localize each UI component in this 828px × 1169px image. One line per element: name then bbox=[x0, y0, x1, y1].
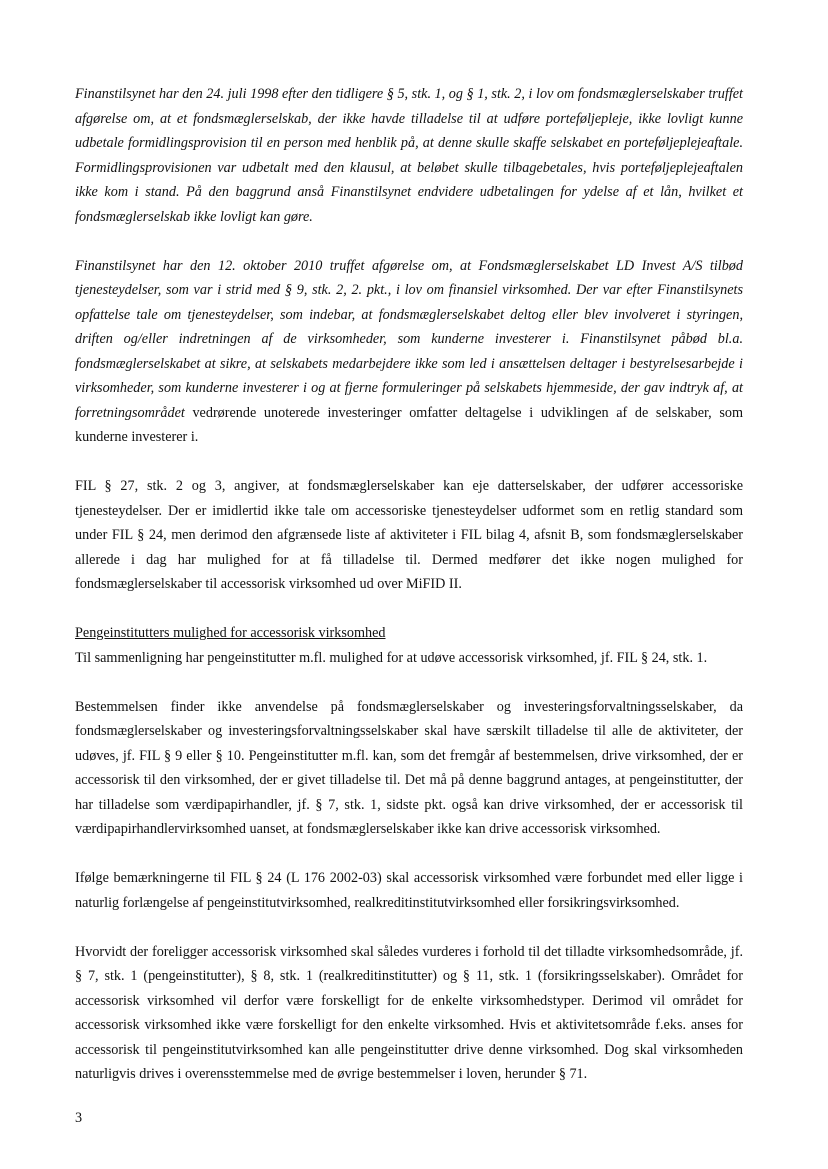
paragraph-bestemmelsen: Bestemmelsen finder ikke anvendelse på fondsmæglerselskaber og investeringsforvaltningsselskaber, da fondsmæglerselskaber og investeringsforvaltningsselskaber skal have særskilt tilladelse til alle de aktiviteter, der udøves, jf. FIL § 9 eller § 10. Pengeinstitutter m.fl. kan, som det fremgår af bestemmelsen, drive virksomhed, der er accessorisk til den virksomhed, der er givet tilladelse til. Det må på denne baggrund antages, at pengeinstitutter, der har tilladelse som værdipapirhandler, jf. § 7, stk. 1, sidste pkt. også kan drive virksomhed, der er accessorisk til værdipapirhandlervirksomhed uanset, at fondsmæglerselskaber ikke kan drive accessorisk virksomhed. bbox=[75, 698, 743, 837]
paragraph-decision-1998: Finanstilsynet har den 24. juli 1998 efter den tidligere § 5, stk. 1, og § 1, stk. 2, i lov om fondsmæglerselskaber truffet afgørelse om, at et fondsmæglerselskab, der ikke havde tilladelse til at udføre porteføljepleje, ikke lovligt kunne udbetale formidlingsprovision til en person med henblik på, at denne skulle skaffe selskabet en porteføljeplejeaftale. Formidlingsprovisionen var udbetalt med den klausul, at beløbet skulle tilbagebetales, hvis porteføljeplejeaftalen ikke kom i stand. På den baggrund anså Finanstilsynet endvidere udbetalingen for ydelse af et lån, hvilket et fondsmæglerselskab ikke lovligt kan gøre. bbox=[75, 86, 743, 225]
paragraph-vurdering: Hvorvidt der foreligger accessorisk virksomhed skal således vurderes i forhold til det tilladte virksomhedsområde, jf. § 7, stk. 1 (pengeinstitutter), § 8, stk. 1 (realkreditinstitutter) og § 11, stk. 1 (forsikringsselskaber). Området for accessorisk virksomhed vil derfor være forskelligt for de enkelte virksomhedstyper. Derimod vil området for accessorisk virksomhed ikke være forskelligt for den enkelte virksomhed. Hvis et aktivitetsområde f.eks. anses for accessorisk til pengeinstitutvirksomhed kan alle pengeinstitutter drive denne virksomhed. Dog skal virksomheden naturligvis drives i overensstemmelse med de øvrige bestemmelser i loven, herunder § 71. bbox=[75, 943, 743, 1082]
paragraph-comparison: Til sammenligning har pengeinstitutter m.fl. mulighed for at udøve accessorisk virksomhed, jf. FIL § 24, stk. 1. bbox=[75, 649, 708, 666]
paragraph-decision-2010-italic: Finanstilsynet har den 12. oktober 2010 truffet afgørelse om, at Fondsmæglerselskabet LD Invest A/S tilbød tjenesteydelser, som var i strid med § 9, stk. 2, 2. pkt., i lov om finansiel virksomhed. Der var efter Finanstilsynets opfattelse tale om tjenesteydelser, som indebar, at fondsmæglerselskabet deltog eller blev involveret i styringen, driften og/eller indretningen af de virksomheder, som kunderne investerer i. Finanstilsynet påbød bl.a. fondsmæglerselskabet at sikre, at selskabets medarbejdere ikke som led i ansættelsen deltager i bestyrelsesarbejde i virksomheder, som kunderne investerer i og at fjerne formuleringer på selskabets hjemmeside, der gav indtryk af, at forretningsområdet bbox=[75, 257, 743, 421]
paragraph-decision-2010 bbox=[75, 254, 743, 450]
paragraph-decision-2010-regular: vedrørende unoterede investeringer omfatter deltagelse i udviklingen af de selskaber, som kunderne investerer i. bbox=[75, 404, 743, 445]
page-number: 3 bbox=[75, 1110, 83, 1126]
section-heading: Pengeinstitutters mulighed for accessorisk virksomhed bbox=[75, 625, 386, 641]
paragraph-fil-27: FIL § 27, stk. 2 og 3, angiver, at fondsmæglerselskaber kan eje datterselskaber, der udfører accessoriske tjenesteydelser. Der er imidlertid ikke tale om accessoriske tjenesteydelser udformet som en retlig standard som under FIL § 24, men derimod den afgrænsede liste af aktiviteter i FIL bilag 4, afsnit B, som fondsmæglerselskaber allerede i dag har mulighed for at få tilladelse til. Dermed medfører det ikke nogen mulighed for fondsmæglerselskaber til accessorisk virksomhed ud over MiFID II. bbox=[75, 478, 743, 592]
paragraph-bemaerkninger: Ifølge bemærkningerne til FIL § 24 (L 176 2002-03) skal accessorisk virksomhed være forbundet med eller ligge i naturlig forlængelse af pengeinstitutvirksomhed, realkreditinstitutvirksomhed eller forsikringsvirksomhed. bbox=[75, 870, 743, 911]
document-page bbox=[75, 82, 743, 1087]
